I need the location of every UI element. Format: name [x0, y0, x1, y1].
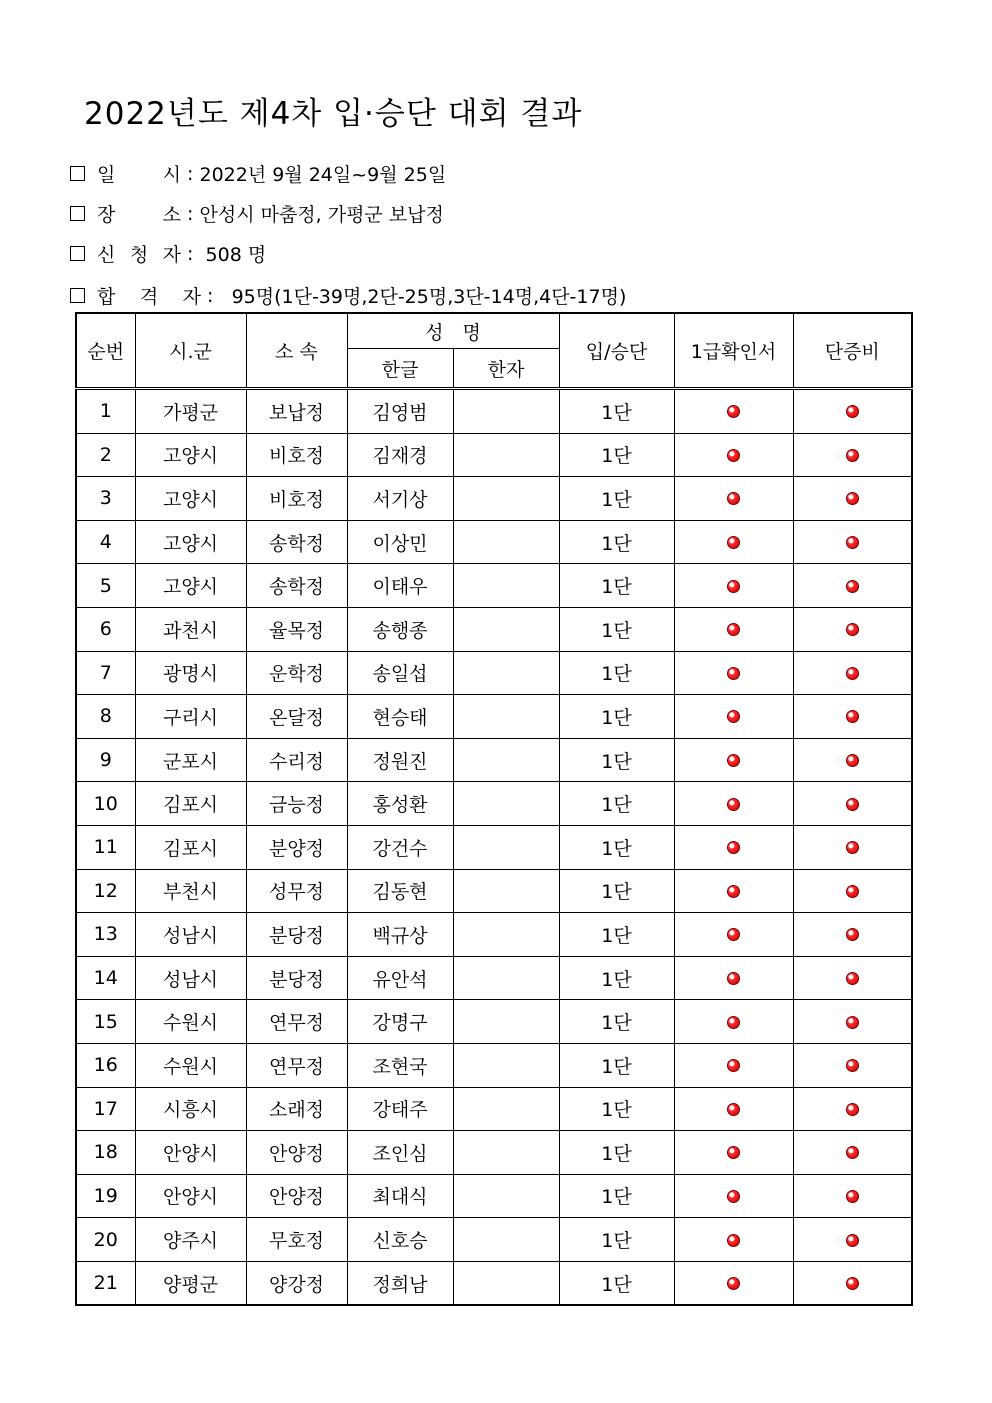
table-row [76, 520, 912, 564]
red-circle-icon [846, 449, 859, 462]
header-city: 시.군 [135, 313, 246, 389]
cell-rank: 1단 [559, 433, 674, 477]
cell-city: 가평군 [135, 389, 246, 434]
cell-hanja [453, 1261, 559, 1305]
table-row [76, 738, 912, 782]
cell-hanja [453, 1131, 559, 1175]
table-row [76, 477, 912, 521]
red-circle-icon [846, 405, 859, 418]
red-circle-icon [846, 1277, 859, 1290]
cell-cert [674, 1087, 793, 1131]
cell-club: 안양정 [246, 1131, 347, 1175]
cell-name: 송일섭 [347, 651, 453, 695]
info-value: 2022년 9월 24일~9월 25일 [199, 164, 447, 186]
info-label: 일 시 [97, 164, 181, 186]
red-circle-icon [846, 1234, 859, 1247]
cell-name: 최대식 [347, 1174, 453, 1218]
cell-cert [674, 520, 793, 564]
header-name-korean: 한글 [347, 349, 453, 389]
cell-rank: 1단 [559, 825, 674, 869]
cell-fee [793, 782, 912, 826]
cell-city: 김포시 [135, 825, 246, 869]
info-value: 안성시 마춤정, 가평군 보납정 [199, 204, 444, 226]
cell-rank: 1단 [559, 956, 674, 1000]
cell-fee [793, 477, 912, 521]
cell-name: 현승태 [347, 695, 453, 739]
red-circle-icon [846, 798, 859, 811]
cell-rank: 1단 [559, 389, 674, 434]
cell-city: 안양시 [135, 1174, 246, 1218]
table-row [76, 1043, 912, 1087]
cell-name: 정희남 [347, 1261, 453, 1305]
cell-club: 성무정 [246, 869, 347, 913]
document-title: 2022년도 제4차 입·승단 대회 결과 [84, 96, 583, 132]
red-circle-icon [727, 667, 740, 680]
red-circle-icon [727, 492, 740, 505]
cell-name: 유안석 [347, 956, 453, 1000]
cell-fee [793, 1261, 912, 1305]
red-circle-icon [846, 885, 859, 898]
red-circle-icon [846, 1146, 859, 1159]
cell-rank: 1단 [559, 564, 674, 608]
cell-club: 온달정 [246, 695, 347, 739]
info-label: 장 소 [97, 204, 181, 226]
cell-club: 금능정 [246, 782, 347, 826]
red-circle-icon [727, 972, 740, 985]
cell-cert [674, 651, 793, 695]
cell-hanja [453, 1218, 559, 1262]
cell-fee [793, 1087, 912, 1131]
cell-club: 송학정 [246, 564, 347, 608]
red-circle-icon [846, 536, 859, 549]
cell-no: 1 [76, 389, 135, 434]
table-row [76, 607, 912, 651]
cell-name: 홍성환 [347, 782, 453, 826]
cell-cert [674, 1000, 793, 1044]
cell-city: 고양시 [135, 564, 246, 608]
cell-city: 부천시 [135, 869, 246, 913]
info-value: 508 명 [205, 244, 267, 266]
info-label: 신 청 자 [97, 244, 181, 266]
red-circle-icon [846, 710, 859, 723]
cell-fee [793, 1174, 912, 1218]
header-name: 성 명 [347, 313, 559, 349]
cell-no: 8 [76, 695, 135, 739]
cell-no: 15 [76, 1000, 135, 1044]
red-circle-icon [727, 1059, 740, 1072]
cell-club: 운학정 [246, 651, 347, 695]
cell-fee [793, 520, 912, 564]
header-fee: 단증비 [793, 313, 912, 389]
cell-rank: 1단 [559, 607, 674, 651]
cell-fee [793, 1131, 912, 1175]
cell-cert [674, 782, 793, 826]
red-circle-icon [727, 580, 740, 593]
cell-city: 수원시 [135, 1000, 246, 1044]
table-row [76, 433, 912, 477]
cell-club: 비호정 [246, 433, 347, 477]
cell-club: 무호정 [246, 1218, 347, 1262]
header-name-hanja: 한자 [453, 349, 559, 389]
cell-no: 19 [76, 1174, 135, 1218]
table-row [76, 956, 912, 1000]
cell-rank: 1단 [559, 1131, 674, 1175]
red-circle-icon [846, 580, 859, 593]
table-row [76, 389, 912, 434]
cell-no: 11 [76, 825, 135, 869]
table-row [76, 564, 912, 608]
cell-club: 보납정 [246, 389, 347, 434]
red-circle-icon [727, 1234, 740, 1247]
red-circle-icon [846, 492, 859, 505]
red-circle-icon [727, 841, 740, 854]
cell-name: 송행종 [347, 607, 453, 651]
cell-cert [674, 389, 793, 434]
table-row [76, 1174, 912, 1218]
cell-club: 율목정 [246, 607, 347, 651]
cell-name: 신호승 [347, 1218, 453, 1262]
cell-rank: 1단 [559, 1261, 674, 1305]
cell-city: 성남시 [135, 913, 246, 957]
red-circle-icon [846, 972, 859, 985]
cell-no: 4 [76, 520, 135, 564]
cell-city: 양주시 [135, 1218, 246, 1262]
cell-cert [674, 564, 793, 608]
red-circle-icon [846, 1059, 859, 1072]
table-row [76, 1087, 912, 1131]
cell-city: 광명시 [135, 651, 246, 695]
cell-hanja [453, 1043, 559, 1087]
cell-cert [674, 1131, 793, 1175]
cell-hanja [453, 651, 559, 695]
cell-city: 고양시 [135, 433, 246, 477]
table-row [76, 1000, 912, 1044]
cell-hanja [453, 477, 559, 521]
cell-no: 3 [76, 477, 135, 521]
table-row [76, 782, 912, 826]
checkbox-square-icon [70, 166, 85, 181]
red-circle-icon [727, 1103, 740, 1116]
cell-cert [674, 869, 793, 913]
red-circle-icon [846, 928, 859, 941]
red-circle-icon [727, 1190, 740, 1203]
cell-no: 9 [76, 738, 135, 782]
cell-rank: 1단 [559, 913, 674, 957]
cell-fee [793, 1043, 912, 1087]
cell-hanja [453, 564, 559, 608]
cell-no: 18 [76, 1131, 135, 1175]
cell-rank: 1단 [559, 520, 674, 564]
red-circle-icon [727, 710, 740, 723]
cell-hanja [453, 738, 559, 782]
table-row [76, 651, 912, 695]
cell-hanja [453, 520, 559, 564]
cell-hanja [453, 1174, 559, 1218]
cell-cert [674, 956, 793, 1000]
cell-name: 강명구 [347, 1000, 453, 1044]
cell-hanja [453, 1000, 559, 1044]
red-circle-icon [727, 449, 740, 462]
red-circle-icon [846, 1190, 859, 1203]
cell-cert [674, 607, 793, 651]
cell-club: 분당정 [246, 913, 347, 957]
cell-hanja [453, 956, 559, 1000]
cell-fee [793, 651, 912, 695]
red-circle-icon [727, 885, 740, 898]
cell-hanja [453, 695, 559, 739]
table-row [76, 913, 912, 957]
cell-city: 시흥시 [135, 1087, 246, 1131]
cell-club: 분당정 [246, 956, 347, 1000]
cell-club: 비호정 [246, 477, 347, 521]
cell-cert [674, 695, 793, 739]
red-circle-icon [727, 798, 740, 811]
cell-cert [674, 433, 793, 477]
checkbox-square-icon [70, 246, 85, 261]
red-circle-icon [846, 667, 859, 680]
cell-club: 연무정 [246, 1043, 347, 1087]
cell-rank: 1단 [559, 695, 674, 739]
red-circle-icon [727, 623, 740, 636]
cell-name: 강태주 [347, 1087, 453, 1131]
cell-hanja [453, 825, 559, 869]
cell-name: 강건수 [347, 825, 453, 869]
cell-hanja [453, 607, 559, 651]
red-circle-icon [727, 1146, 740, 1159]
red-circle-icon [727, 928, 740, 941]
cell-cert [674, 913, 793, 957]
cell-no: 10 [76, 782, 135, 826]
cell-club: 연무정 [246, 1000, 347, 1044]
cell-cert [674, 1174, 793, 1218]
cell-no: 5 [76, 564, 135, 608]
cell-hanja [453, 389, 559, 434]
header-no: 순번 [76, 313, 135, 389]
cell-city: 성남시 [135, 956, 246, 1000]
cell-cert [674, 1261, 793, 1305]
cell-no: 2 [76, 433, 135, 477]
cell-name: 정원진 [347, 738, 453, 782]
cell-fee [793, 738, 912, 782]
header-cert: 1급확인서 [674, 313, 793, 389]
table-row [76, 1218, 912, 1262]
cell-club: 수리정 [246, 738, 347, 782]
checkbox-square-icon [70, 206, 85, 221]
cell-city: 양평군 [135, 1261, 246, 1305]
cell-hanja [453, 913, 559, 957]
cell-hanja [453, 1087, 559, 1131]
cell-city: 구리시 [135, 695, 246, 739]
cell-fee [793, 433, 912, 477]
red-circle-icon [727, 1016, 740, 1029]
cell-name: 이태우 [347, 564, 453, 608]
cell-club: 송학정 [246, 520, 347, 564]
cell-cert [674, 477, 793, 521]
cell-rank: 1단 [559, 1087, 674, 1131]
cell-name: 김재경 [347, 433, 453, 477]
cell-city: 군포시 [135, 738, 246, 782]
cell-hanja [453, 433, 559, 477]
red-circle-icon [727, 1277, 740, 1290]
cell-no: 12 [76, 869, 135, 913]
cell-club: 양강정 [246, 1261, 347, 1305]
red-circle-icon [846, 754, 859, 767]
checkbox-square-icon [70, 288, 85, 303]
cell-name: 김동현 [347, 869, 453, 913]
info-value: 95명(1단-39명,2단-25명,3단-14명,4단-17명) [231, 286, 627, 308]
cell-name: 조현국 [347, 1043, 453, 1087]
table-row [76, 869, 912, 913]
cell-name: 조인심 [347, 1131, 453, 1175]
cell-no: 14 [76, 956, 135, 1000]
red-circle-icon [846, 623, 859, 636]
cell-fee [793, 913, 912, 957]
table-row [76, 695, 912, 739]
cell-club: 안양정 [246, 1174, 347, 1218]
cell-cert [674, 1218, 793, 1262]
cell-cert [674, 738, 793, 782]
cell-fee [793, 1218, 912, 1262]
table-row [76, 1261, 912, 1305]
cell-fee [793, 607, 912, 651]
cell-no: 17 [76, 1087, 135, 1131]
info-passed: 합 격 자 : 95명(1단-39명,2단-25명,3단-14명,4단-17명) [70, 282, 626, 309]
cell-city: 고양시 [135, 477, 246, 521]
cell-city: 과천시 [135, 607, 246, 651]
cell-name: 김영범 [347, 389, 453, 434]
cell-fee [793, 695, 912, 739]
table-row [76, 825, 912, 869]
header-club: 소 속 [246, 313, 347, 389]
cell-rank: 1단 [559, 782, 674, 826]
cell-club: 분양정 [246, 825, 347, 869]
cell-no: 6 [76, 607, 135, 651]
cell-cert [674, 825, 793, 869]
cell-city: 김포시 [135, 782, 246, 826]
cell-fee [793, 564, 912, 608]
cell-name: 백규상 [347, 913, 453, 957]
cell-rank: 1단 [559, 1218, 674, 1262]
cell-no: 7 [76, 651, 135, 695]
header-rank: 입/승단 [559, 313, 674, 389]
red-circle-icon [727, 405, 740, 418]
info-place: 장 소 : 안성시 마춤정, 가평군 보납정 [70, 200, 444, 227]
cell-cert [674, 1043, 793, 1087]
cell-fee [793, 956, 912, 1000]
info-date: 일 시 : 2022년 9월 24일~9월 25일 [70, 160, 446, 187]
cell-city: 안양시 [135, 1131, 246, 1175]
info-label: 합 격 자 [97, 286, 201, 308]
cell-hanja [453, 782, 559, 826]
cell-fee [793, 1000, 912, 1044]
red-circle-icon [846, 1103, 859, 1116]
cell-fee [793, 389, 912, 434]
cell-rank: 1단 [559, 738, 674, 782]
cell-hanja [453, 869, 559, 913]
cell-rank: 1단 [559, 1043, 674, 1087]
cell-no: 16 [76, 1043, 135, 1087]
cell-rank: 1단 [559, 477, 674, 521]
cell-rank: 1단 [559, 1174, 674, 1218]
cell-no: 13 [76, 913, 135, 957]
info-applicants: 신 청 자 : 508 명 [70, 240, 266, 267]
red-circle-icon [727, 536, 740, 549]
cell-name: 서기상 [347, 477, 453, 521]
cell-rank: 1단 [559, 651, 674, 695]
cell-city: 수원시 [135, 1043, 246, 1087]
cell-fee [793, 869, 912, 913]
table-row [76, 1131, 912, 1175]
cell-club: 소래정 [246, 1087, 347, 1131]
cell-no: 20 [76, 1218, 135, 1262]
cell-fee [793, 825, 912, 869]
cell-rank: 1단 [559, 869, 674, 913]
cell-no: 21 [76, 1261, 135, 1305]
red-circle-icon [727, 754, 740, 767]
red-circle-icon [846, 1016, 859, 1029]
cell-city: 고양시 [135, 520, 246, 564]
red-circle-icon [846, 841, 859, 854]
cell-name: 이상민 [347, 520, 453, 564]
results-table [75, 312, 913, 1306]
cell-rank: 1단 [559, 1000, 674, 1044]
